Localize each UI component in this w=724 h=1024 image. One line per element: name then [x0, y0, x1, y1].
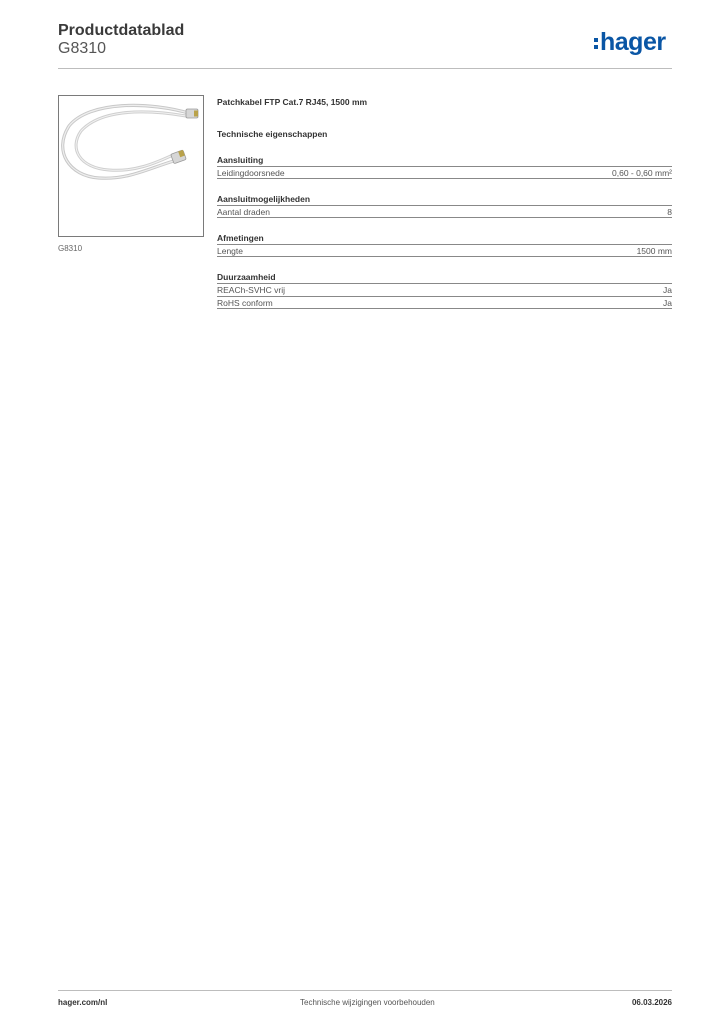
spec-row: [217, 244, 672, 257]
spec-section-duurzaamheid: [217, 271, 672, 309]
spec-section-aansluitmogelijkheden: [217, 193, 672, 218]
product-code: G8310: [58, 40, 107, 57]
spec-value: 1500 mm: [636, 245, 672, 256]
footer-date: 06.03.2026: [631, 998, 672, 1007]
logo-dots-icon: [594, 38, 598, 49]
spec-row: [217, 283, 672, 296]
footer-disclaimer: Technische wijzigingen voorbehouden: [300, 998, 435, 1007]
spec-value: Ja: [663, 297, 672, 308]
spec-label: Leidingdoorsnede: [217, 167, 285, 178]
specs-heading: Technische eigenschappen: [217, 129, 328, 139]
footer-divider: [58, 990, 672, 991]
header-divider: [58, 68, 672, 69]
product-title: Patchkabel FTP Cat.7 RJ45, 1500 mm: [217, 97, 368, 107]
spec-label: RoHS conform: [217, 297, 273, 308]
spec-row: [217, 205, 672, 218]
section-title: Aansluitmogelijkheden: [217, 194, 311, 204]
spec-label: Aantal draden: [217, 206, 270, 217]
spec-section-afmetingen: [217, 232, 672, 257]
spec-value: Ja: [663, 285, 672, 295]
logo-text: hager: [600, 27, 666, 56]
spec-label: Lengte: [217, 245, 243, 256]
spec-value: 8: [667, 206, 672, 217]
hager-logo: [594, 28, 666, 56]
image-caption: G8310: [58, 244, 83, 253]
spec-value: 0,60 - 0,60 mm²: [612, 167, 672, 178]
section-title: Aansluiting: [217, 155, 264, 165]
patch-cable-image: [59, 96, 203, 236]
specs-panel: [217, 96, 672, 309]
spec-section-aansluiting: [217, 154, 672, 179]
section-title: Afmetingen: [217, 233, 264, 243]
spec-row: [217, 296, 672, 309]
footer-website: hager.com/nl: [58, 998, 108, 1007]
product-image: [58, 95, 204, 237]
spec-row: [217, 166, 672, 179]
page-title: Productdatablad: [58, 22, 185, 39]
section-title: Duurzaamheid: [217, 272, 276, 282]
spec-label: REACh-SVHC vrij: [217, 285, 286, 295]
